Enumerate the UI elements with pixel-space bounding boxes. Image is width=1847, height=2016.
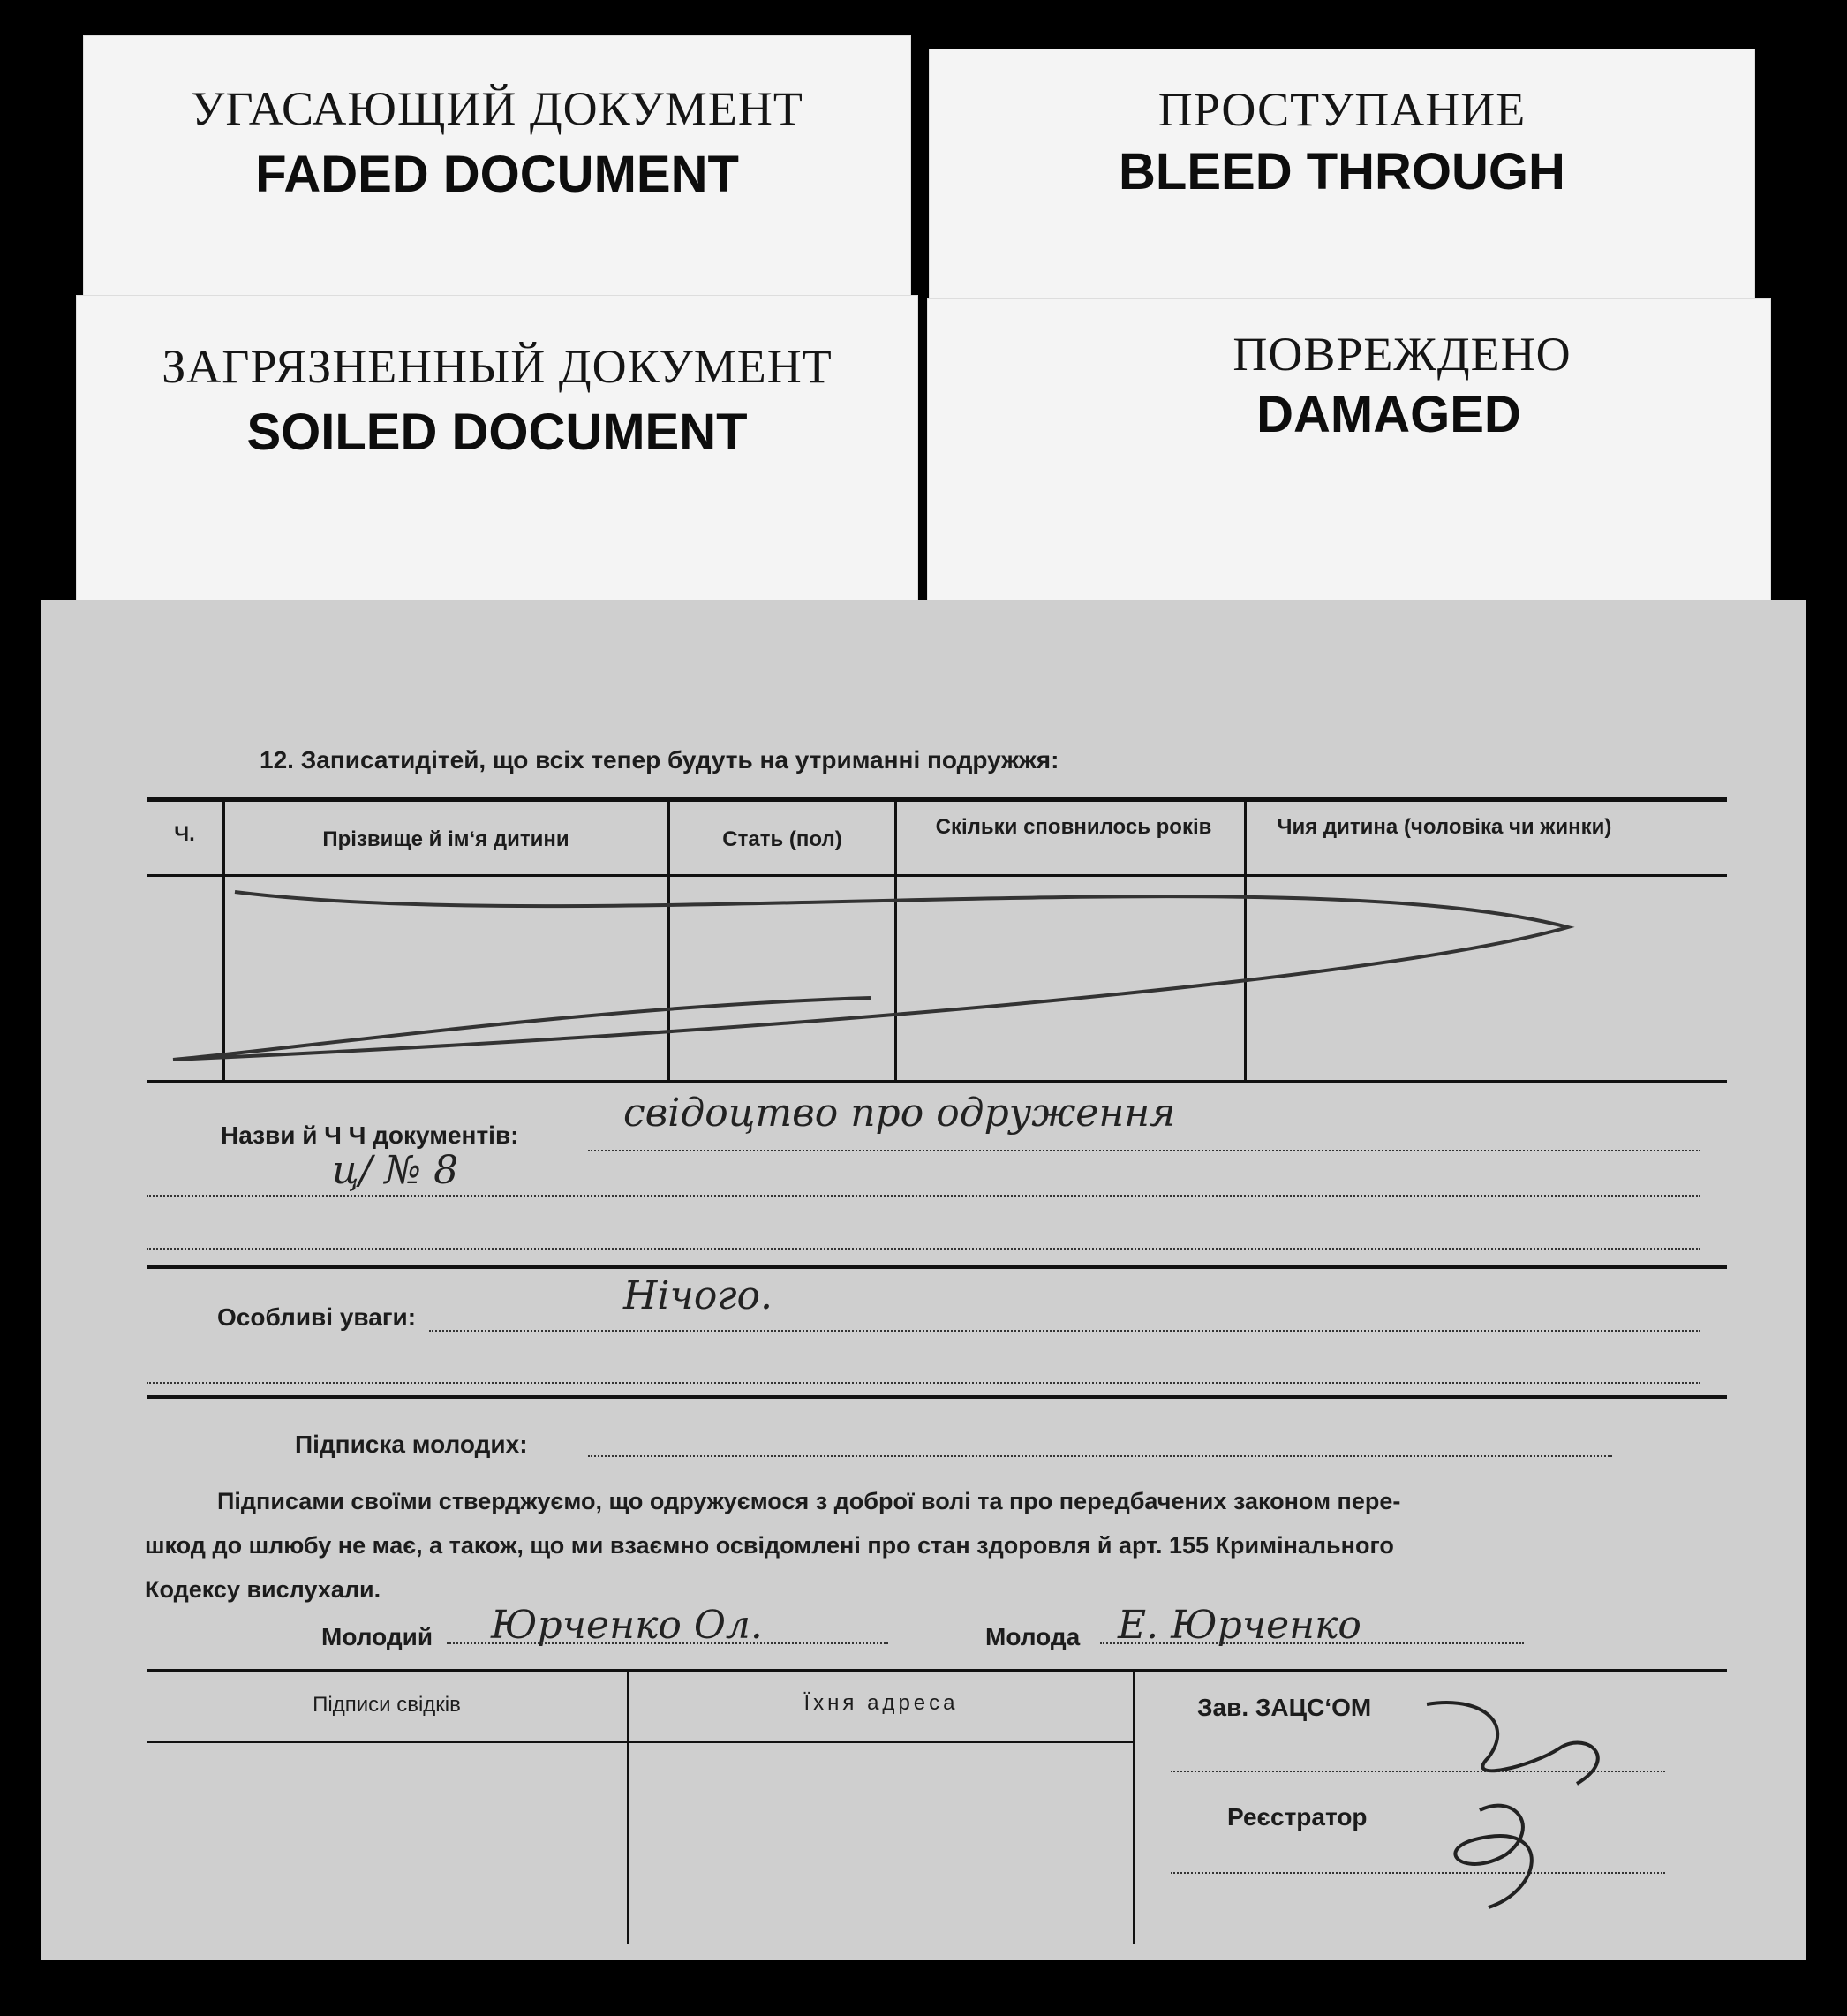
footer-column-divider <box>1133 1671 1135 1944</box>
faded-document-card <box>83 35 911 318</box>
card-label-en: SOILED DOCUMENT <box>246 404 748 461</box>
witness-header: Підписи свідків <box>313 1693 461 1717</box>
dotted-line <box>147 1382 1700 1384</box>
documents-handwriting-2: ц/ № 8 <box>332 1148 459 1193</box>
declaration-line-3: Кодексу вислухали. <box>145 1576 381 1603</box>
address-header: Їхня адреса <box>803 1691 959 1715</box>
card-label-en: FADED DOCUMENT <box>255 146 739 203</box>
dotted-line <box>447 1642 888 1644</box>
crossout-stroke <box>147 865 1577 1095</box>
table-top-rule <box>147 797 1727 802</box>
dotted-line <box>588 1455 1612 1457</box>
remarks-label: Особливі уваги: <box>217 1303 417 1331</box>
remarks-handwriting: Нічого. <box>623 1273 773 1318</box>
damaged-card <box>927 298 1771 603</box>
card-label-en: BLEED THROUGH <box>1119 143 1565 200</box>
table-header-sex: Стать (пол) <box>722 827 842 851</box>
section-12-title: 12. Записатидітей, що всіх тепер будуть на утриманні подружжя: <box>260 746 1059 774</box>
declaration-line-1: Підписами своїми стверджуємо, що одружуємося з доброї волі та про передбачених законом пере- <box>217 1488 1401 1514</box>
table-header-parent: Чия дитина (чоловіка чи жинки) <box>1277 815 1612 839</box>
dotted-line <box>1100 1642 1524 1644</box>
footer-top-rule <box>147 1669 1727 1672</box>
footer-header-rule <box>147 1741 1134 1743</box>
bride-signature: Е. Юрченко <box>1118 1603 1361 1648</box>
card-label-ru: ПРОСТУПАНИЕ <box>1157 83 1527 136</box>
card-label-ru: УГАСАЮЩИЙ ДОКУМЕНТ <box>191 82 803 135</box>
registrar-label: Реєстратор <box>1227 1803 1368 1831</box>
card-label-en: DAMAGED <box>1256 386 1521 443</box>
bride-label: Молода <box>985 1623 1081 1650</box>
declaration-line-2: шкод до шлюбу не має, а також, що ми взаємно освідомлені про стан здоровля й арт. 155 Кримінального <box>145 1532 1394 1559</box>
dotted-line <box>429 1330 1700 1332</box>
official-signature <box>1409 1687 1656 1916</box>
groom-signature: Юрченко Ол. <box>491 1603 763 1648</box>
marriage-record-form <box>41 600 1806 1960</box>
section-rule <box>147 1395 1727 1399</box>
card-label-ru: ЗАГРЯЗНЕННЫЙ ДОКУМЕНТ <box>162 340 833 393</box>
head-label: Зав. ЗАЦС‘ОМ <box>1197 1694 1372 1721</box>
card-label-ru: ПОВРЕЖДЕНО <box>1233 328 1572 381</box>
groom-label: Молодий <box>321 1623 433 1650</box>
soiled-document-card <box>76 295 918 622</box>
table-header-number: Ч. <box>174 822 195 846</box>
table-header-name: Прізвище й ім‘я дитини <box>322 827 569 851</box>
dotted-line <box>147 1248 1700 1250</box>
signature-label: Підписка молодих: <box>295 1431 528 1458</box>
dotted-line <box>588 1150 1700 1151</box>
documents-label: Назви й Ч Ч документів: <box>221 1121 519 1149</box>
table-header-age: Скільки сповнилось років <box>935 815 1212 839</box>
dotted-line <box>147 1195 1700 1197</box>
documents-handwriting: свідоцтво про одруження <box>623 1091 1176 1136</box>
bleed-through-card <box>929 49 1755 313</box>
section-rule <box>147 1265 1727 1269</box>
